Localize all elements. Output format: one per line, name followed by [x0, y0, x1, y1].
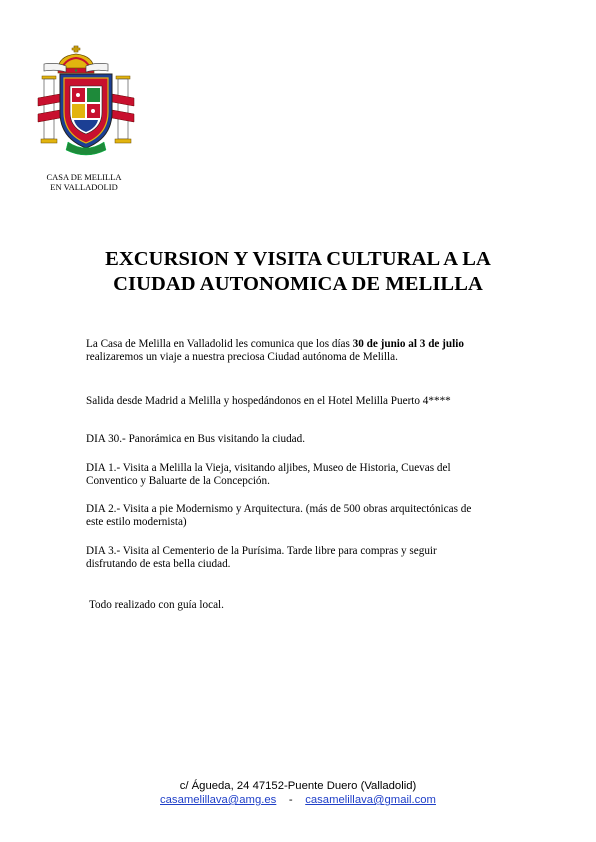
- pillar-right-icon: [112, 76, 134, 143]
- intro-line-2: realizaremos un viaje a nuestra preciosa Ciudad autónoma de Melilla.: [86, 351, 398, 364]
- intro-line-1: [86, 338, 526, 351]
- day-1-item: [86, 462, 526, 489]
- departure-paragraph: Salida desde Madrid a Melilla y hospedándonos en el Hotel Melilla Puerto 4****: [86, 395, 451, 407]
- day-1-line-2: Conventico y Baluarte de la Concepción.: [86, 475, 270, 488]
- pillar-left-icon: [38, 76, 60, 143]
- day-2-line-1: DIA 2.- Visita a pie Modernismo y Arquitectura. (más de 500 obras arquitectónicas de: [86, 503, 472, 515]
- email-link-1[interactable]: casamelillava@amg.es: [160, 794, 277, 806]
- coat-of-arms-icon: [36, 42, 136, 160]
- day-3-line-1: DIA 3.- Visita al Cementerio de la Purísima. Tarde libre para compras y seguir: [86, 545, 437, 557]
- footer-address: c/ Águeda, 24 47152-Puente Duero (Valladolid): [179, 780, 417, 792]
- email-link-2[interactable]: casamelillava@gmail.com: [305, 794, 436, 806]
- day-3-line-2: disfrutando de esta bella ciudad.: [86, 558, 231, 571]
- day-30-item: DIA 30.- Panorámica en Bus visitando la ciudad.: [86, 433, 306, 445]
- shield-icon: [60, 74, 112, 148]
- footer-contacts: [0, 793, 596, 807]
- intro-paragraph: [86, 338, 526, 365]
- email-separator: -: [288, 794, 293, 806]
- intro-dates: 30 de junio al 3 de julio: [352, 338, 464, 350]
- organization-name: [20, 172, 148, 192]
- closing-note: Todo realizado con guía local.: [89, 599, 224, 611]
- day-2-line-2: este estilo modernista): [86, 516, 187, 529]
- organization-line-1: CASA DE MELILLA: [46, 172, 122, 182]
- intro-text: La Casa de Melilla en Valladolid les comunica que los días: [86, 338, 353, 350]
- title-line-2: CIUDAD AUTONOMICA DE MELILLA: [113, 273, 483, 295]
- day-2-item: [86, 503, 526, 530]
- day-1-line-1: DIA 1.- Visita a Melilla la Vieja, visitando aljibes, Museo de Historia, Cuevas del: [86, 462, 451, 474]
- title-line-1: EXCURSION Y VISITA CULTURAL A LA: [105, 248, 491, 270]
- document-title: [60, 247, 536, 297]
- organization-line-2: EN VALLADOLID: [50, 182, 118, 192]
- day-3-item: [86, 545, 526, 572]
